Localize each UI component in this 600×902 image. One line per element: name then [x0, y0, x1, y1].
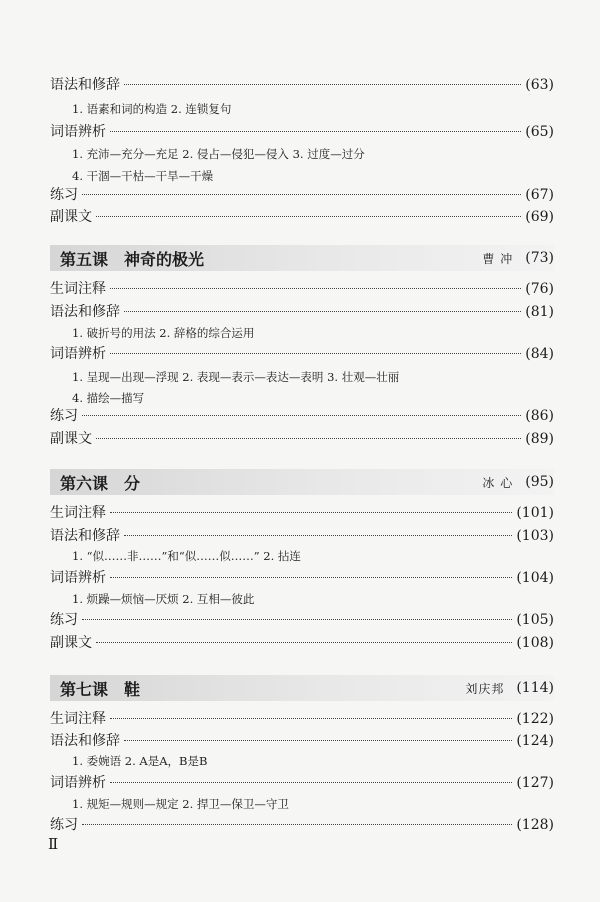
entry-title: 练习 — [50, 817, 78, 833]
entry-title: 语法和修辞 — [50, 733, 120, 749]
dot-leader — [124, 740, 512, 741]
entry-title: 语法和修辞 — [50, 77, 120, 93]
lesson-heading[interactable] — [50, 469, 554, 495]
entry-page: (63) — [525, 77, 554, 93]
entry-page: (122) — [516, 711, 554, 727]
dot-leader — [124, 84, 521, 85]
page-number: Ⅱ — [48, 835, 59, 853]
lesson-title: 第六课 分 — [60, 473, 141, 493]
entry-title: 练习 — [50, 408, 78, 424]
entry-title: 词语辨析 — [50, 124, 106, 140]
dot-leader — [96, 438, 521, 439]
entry-title: 生词注释 — [50, 505, 106, 521]
dot-leader — [82, 824, 512, 825]
toc-entry[interactable] — [50, 502, 554, 522]
entry-title: 生词注释 — [50, 281, 106, 297]
toc-entry[interactable] — [50, 525, 554, 545]
entry-title: 副课文 — [50, 431, 92, 447]
lesson-author: 冰 心 — [482, 475, 514, 490]
lesson-page: (73) — [525, 250, 554, 266]
entry-page: (105) — [516, 612, 554, 628]
entry-subtopics: 1. 委婉语 2. A是A，B是B — [72, 754, 208, 768]
entry-title: 词语辨析 — [50, 775, 106, 791]
entry-title: 练习 — [50, 187, 78, 203]
entry-subtopics: 1. 呈现—出现—浮现 2. 表现—表示—表达—表明 3. 壮观—壮丽 — [72, 370, 400, 384]
toc-entry[interactable] — [50, 708, 554, 728]
dot-leader — [82, 194, 521, 195]
entry-subtopics: 1. 规矩—规则—规定 2. 捍卫—保卫—守卫 — [72, 797, 289, 811]
lesson-author: 曹 冲 — [482, 251, 514, 266]
dot-leader — [110, 512, 512, 513]
toc-entry[interactable] — [50, 567, 554, 587]
lesson-title: 第七课 鞋 — [60, 679, 141, 699]
entry-title: 语法和修辞 — [50, 528, 120, 544]
dot-leader — [96, 216, 521, 217]
dot-leader — [110, 131, 521, 132]
toc-entry[interactable] — [50, 278, 554, 298]
entry-page: (127) — [516, 775, 554, 791]
dot-leader — [124, 311, 521, 312]
dot-leader — [110, 718, 512, 719]
lesson-heading[interactable] — [50, 675, 554, 701]
entry-page: (128) — [516, 817, 554, 833]
toc-entry[interactable] — [50, 814, 554, 834]
toc-entry[interactable] — [50, 301, 554, 321]
entry-title: 副课文 — [50, 635, 92, 651]
entry-page: (65) — [525, 124, 554, 140]
dot-leader — [110, 782, 512, 783]
entry-page: (81) — [525, 304, 554, 320]
dot-leader — [110, 288, 521, 289]
entry-page: (86) — [525, 408, 554, 424]
entry-page: (108) — [516, 635, 554, 651]
entry-title: 练习 — [50, 612, 78, 628]
entry-page: (101) — [516, 505, 554, 521]
entry-subtopics: 1. 破折号的用法 2. 辞格的综合运用 — [72, 326, 255, 340]
lesson-page: (95) — [525, 474, 554, 490]
entry-subtopics: 4. 干涸—干枯—干旱—干燥 — [72, 169, 214, 183]
entry-page: (76) — [525, 281, 554, 297]
entry-subtopics: 1. 充沛—充分—充足 2. 侵占—侵犯—侵入 3. 过度—过分 — [72, 147, 365, 161]
dot-leader — [110, 353, 521, 354]
lesson-author: 刘庆邦 — [465, 681, 505, 696]
entry-page: (89) — [525, 431, 554, 447]
entry-title: 生词注释 — [50, 711, 106, 727]
dot-leader — [82, 619, 512, 620]
entry-page: (69) — [525, 209, 554, 225]
dot-leader — [96, 642, 512, 643]
toc-entry[interactable] — [50, 206, 554, 226]
entry-page: (67) — [525, 187, 554, 203]
entry-subtopics: 1. 语素和词的构造 2. 连锁复句 — [72, 102, 232, 116]
entry-title: 副课文 — [50, 209, 92, 225]
lesson-title: 第五课 神奇的极光 — [60, 249, 205, 269]
toc-entry[interactable] — [50, 609, 554, 629]
toc-entry[interactable] — [50, 772, 554, 792]
toc-entry[interactable] — [50, 184, 554, 204]
dot-leader — [82, 415, 521, 416]
toc-entry[interactable] — [50, 405, 554, 425]
entry-page: (104) — [516, 570, 554, 586]
entry-title: 词语辨析 — [50, 570, 106, 586]
toc-entry[interactable] — [50, 632, 554, 652]
toc-entry[interactable] — [50, 428, 554, 448]
dot-leader — [124, 535, 512, 536]
entry-title: 语法和修辞 — [50, 304, 120, 320]
entry-subtopics: 4. 描绘—描写 — [72, 391, 145, 405]
toc-entry[interactable] — [50, 343, 554, 363]
entry-page: (124) — [516, 733, 554, 749]
entry-title: 词语辨析 — [50, 346, 106, 362]
entry-subtopics: 1. “似……非……”和“似……似……” 2. 拈连 — [72, 549, 301, 563]
entry-subtopics: 1. 烦躁—烦恼—厌烦 2. 互相—彼此 — [72, 592, 255, 606]
lesson-heading[interactable] — [50, 245, 554, 271]
toc-entry[interactable] — [50, 121, 554, 141]
lesson-page: (114) — [516, 680, 554, 696]
toc-entry[interactable] — [50, 74, 554, 94]
entry-page: (84) — [525, 346, 554, 362]
toc-entry[interactable] — [50, 730, 554, 750]
dot-leader — [110, 577, 512, 578]
entry-page: (103) — [516, 528, 554, 544]
